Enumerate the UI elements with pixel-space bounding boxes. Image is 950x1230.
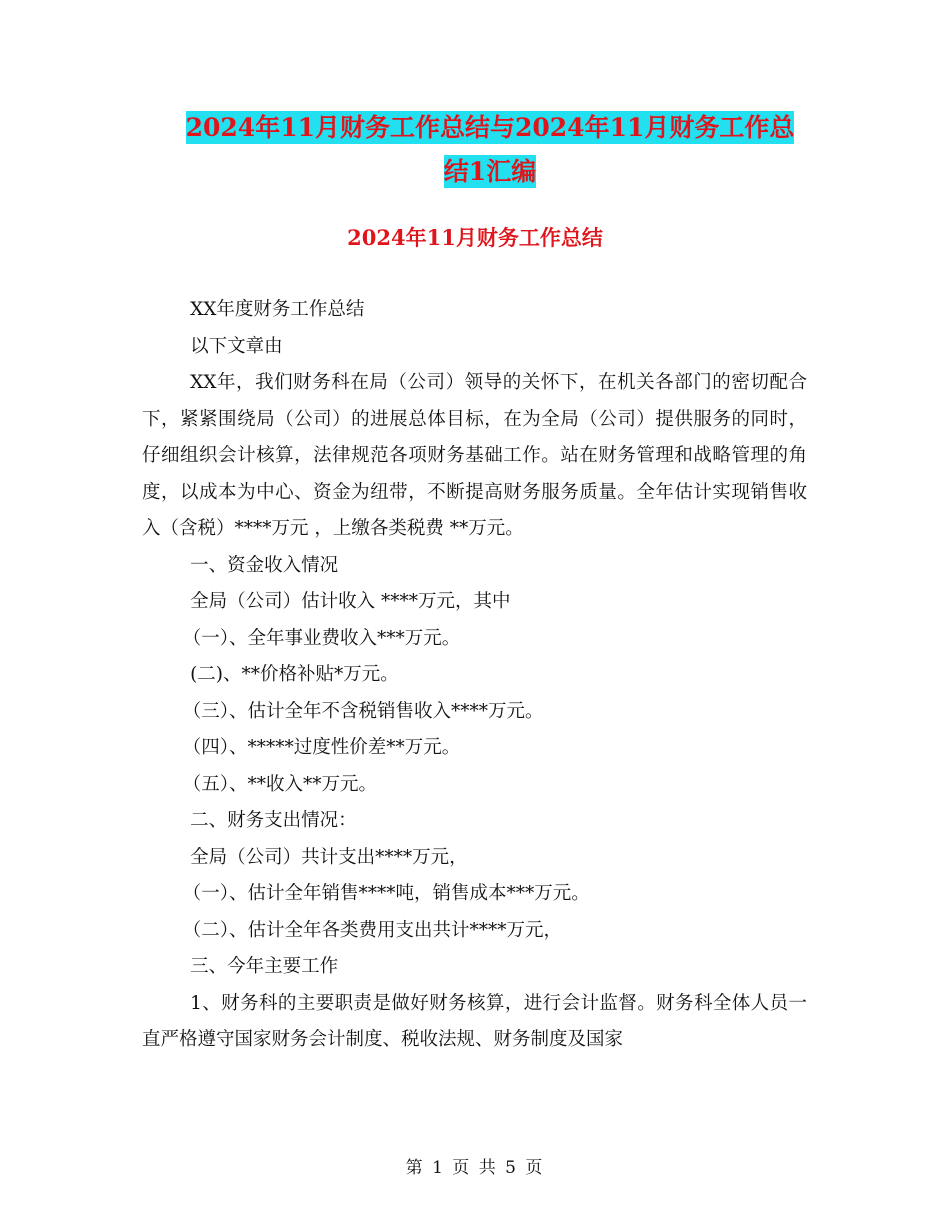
paragraph: 1、财务科的主要职责是做好财务核算，进行会计监督。财务科全体人员一直严格遵守国家财务会计制度、税收法规、财务制度及国家 <box>142 992 807 1050</box>
section-heading: 2024年11月财务工作总结 <box>347 225 603 250</box>
paragraph: （五）、**收入**万元。 <box>182 773 377 795</box>
page-footer: 第 1 页 共 5 页 <box>405 1158 545 1178</box>
paragraph: 二、财务支出情况： <box>190 810 357 831</box>
paragraph: （二）、估计全年各类费用支出共计****万元， <box>182 919 562 941</box>
paragraph: 三、今年主要工作 <box>190 956 339 977</box>
paragraph: (二)、**价格补贴*万元。 <box>190 664 399 685</box>
title-line-1-text: 2024年11月财务工作总结与2024年11月财务工作总 <box>185 113 795 142</box>
paragraph: XX年度财务工作总结 <box>190 299 365 320</box>
paragraph: 以下文章由 <box>190 335 283 357</box>
title-line-2-text: 结1汇编 <box>443 157 537 186</box>
paragraph: （三）、估计全年不含税销售收入****万元。 <box>182 700 544 722</box>
paragraph: （一）、全年事业费收入***万元。 <box>182 627 461 649</box>
title-line-1 <box>140 108 840 148</box>
document-body <box>142 292 807 1059</box>
paragraph: 一、资金收入情况 <box>190 554 339 576</box>
title-line-2 <box>140 152 840 192</box>
paragraph: （一）、估计全年销售****吨，销售成本***万元。 <box>182 883 590 904</box>
paragraph: 全局（公司）共计支出****万元， <box>190 846 468 868</box>
paragraph: 全局（公司）估计收入 ****万元，其中 <box>190 591 511 612</box>
paragraph: （四）、*****过度性价差**万元。 <box>182 737 461 758</box>
paragraph: XX年，我们财务科在局（公司）领导的关怀下，在机关各部门的密切配合下，紧紧围绕局（公司）的进展总体目标，在为全局（公司）提供服务的同时，仔细组织会计核算，法律规范各项财务基础工作。站在财务管理和战略管理的角度，以成本为中心、资金为纽带，不断提高财务服务质量。全年估计实现销售收入（含税）****万元 ，上缴各类税费 **万元。 <box>142 372 807 539</box>
document-title <box>140 108 840 196</box>
